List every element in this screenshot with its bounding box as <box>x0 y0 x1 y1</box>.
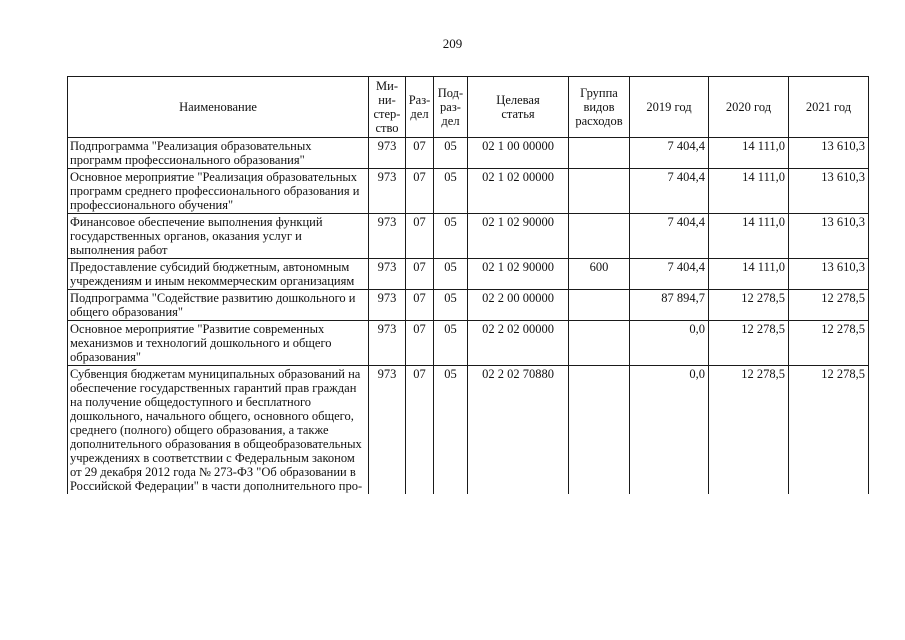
row-ministry: 973 <box>369 290 406 321</box>
row-expense-group: 600 <box>569 259 630 290</box>
row-subsection: 05 <box>434 169 468 214</box>
row-2021: 13 610,3 <box>789 169 869 214</box>
row-2019: 87 894,7 <box>630 290 709 321</box>
table-row <box>68 259 869 290</box>
row-target: 02 1 02 00000 <box>468 169 569 214</box>
row-2020: 14 111,0 <box>709 214 789 259</box>
page-number: 209 <box>442 36 463 51</box>
row-2021: 12 278,5 <box>789 290 869 321</box>
table-row <box>68 169 869 214</box>
header-expense-group <box>569 77 630 138</box>
row-subsection: 05 <box>434 321 468 366</box>
row-target: 02 1 00 00000 <box>468 138 569 169</box>
row-section: 07 <box>406 138 434 169</box>
header-target-label: Целевая статья <box>496 93 540 121</box>
row-target: 02 2 00 00000 <box>468 290 569 321</box>
header-target <box>468 77 569 138</box>
row-2019: 7 404,4 <box>630 169 709 214</box>
header-subsection-label: Под- раз- дел <box>437 86 464 128</box>
row-name: Финансовое обеспечение выполнения функций государственных органов, оказания услуг и выполнения работ <box>68 214 369 259</box>
row-target: 02 1 02 90000 <box>468 259 569 290</box>
row-name: Предоставление субсидий бюджетным, автономным учреждениям и иным некоммерческим организациям <box>68 259 369 290</box>
row-2019: 7 404,4 <box>630 138 709 169</box>
row-section: 07 <box>406 366 434 495</box>
row-name: Подпрограмма "Реализация образовательных программ профессионального образования" <box>68 138 369 169</box>
row-2020: 14 111,0 <box>709 259 789 290</box>
row-2020: 12 278,5 <box>709 366 789 495</box>
header-2021 <box>789 77 869 138</box>
row-expense-group <box>569 321 630 366</box>
row-2019: 0,0 <box>630 321 709 366</box>
row-name: Подпрограмма "Содействие развитию дошкольного и общего образования" <box>68 290 369 321</box>
row-2019: 7 404,4 <box>630 214 709 259</box>
row-2020: 14 111,0 <box>709 138 789 169</box>
row-subsection: 05 <box>434 366 468 495</box>
header-2021-label: 2021 год <box>805 100 852 114</box>
header-2019 <box>630 77 709 138</box>
row-expense-group <box>569 214 630 259</box>
header-name <box>68 77 369 138</box>
table-row <box>68 138 869 169</box>
row-2021: 13 610,3 <box>789 259 869 290</box>
row-2020: 14 111,0 <box>709 169 789 214</box>
row-section: 07 <box>406 321 434 366</box>
row-expense-group <box>569 366 630 495</box>
row-2021: 12 278,5 <box>789 366 869 495</box>
table-row <box>68 321 869 366</box>
header-section-label: Раз- дел <box>408 93 431 121</box>
row-2019: 0,0 <box>630 366 709 495</box>
header-name-label: Наименование <box>179 100 257 114</box>
row-ministry: 973 <box>369 169 406 214</box>
header-2019-label: 2019 год <box>646 100 692 114</box>
row-subsection: 05 <box>434 290 468 321</box>
row-2020: 12 278,5 <box>709 321 789 366</box>
header-subsection <box>434 77 468 138</box>
row-subsection: 05 <box>434 259 468 290</box>
row-section: 07 <box>406 214 434 259</box>
row-ministry: 973 <box>369 138 406 169</box>
row-2021: 13 610,3 <box>789 214 869 259</box>
header-section <box>406 77 434 138</box>
row-2021: 13 610,3 <box>789 138 869 169</box>
header-ministry-label: Ми- ни- стер- ство <box>373 79 401 135</box>
row-section: 07 <box>406 169 434 214</box>
table-header-row <box>68 77 869 138</box>
table-row <box>68 214 869 259</box>
row-ministry: 973 <box>369 214 406 259</box>
header-2020 <box>709 77 789 138</box>
row-target: 02 1 02 90000 <box>468 214 569 259</box>
row-ministry: 973 <box>369 321 406 366</box>
row-2021: 12 278,5 <box>789 321 869 366</box>
row-2019: 7 404,4 <box>630 259 709 290</box>
row-name: Основное мероприятие "Развитие современных механизмов и технологий дошкольного и общего образования" <box>68 321 369 366</box>
row-ministry: 973 <box>369 259 406 290</box>
row-name: Основное мероприятие "Реализация образовательных программ среднего профессионального образования и профессионального обучения" <box>68 169 369 214</box>
row-target: 02 2 02 70880 <box>468 366 569 495</box>
header-2020-label: 2020 год <box>725 100 772 114</box>
row-subsection: 05 <box>434 214 468 259</box>
row-expense-group <box>569 169 630 214</box>
header-ministry <box>369 77 406 138</box>
row-section: 07 <box>406 290 434 321</box>
row-target: 02 2 02 00000 <box>468 321 569 366</box>
row-section: 07 <box>406 259 434 290</box>
budget-table <box>67 76 869 494</box>
row-expense-group <box>569 138 630 169</box>
row-name: Субвенция бюджетам муниципальных образований на обеспечение государственных гарантий прав граждан на получение общедоступного и бесплатного дошкольного, начального общего, основного общего, среднего (полного) общего образования, а также дополнительного образования в общеобразовательных учреждениях в соответствии с Федеральным законом от 29 декабря 2012 года № 273-ФЗ "Об образовании в Российской Федерации" в части дополнительного про- <box>68 366 369 495</box>
header-expense-group-label: Группа видов расходов <box>575 86 623 128</box>
table-row <box>68 366 869 495</box>
row-expense-group <box>569 290 630 321</box>
row-subsection: 05 <box>434 138 468 169</box>
row-ministry: 973 <box>369 366 406 495</box>
row-2020: 12 278,5 <box>709 290 789 321</box>
table-row <box>68 290 869 321</box>
